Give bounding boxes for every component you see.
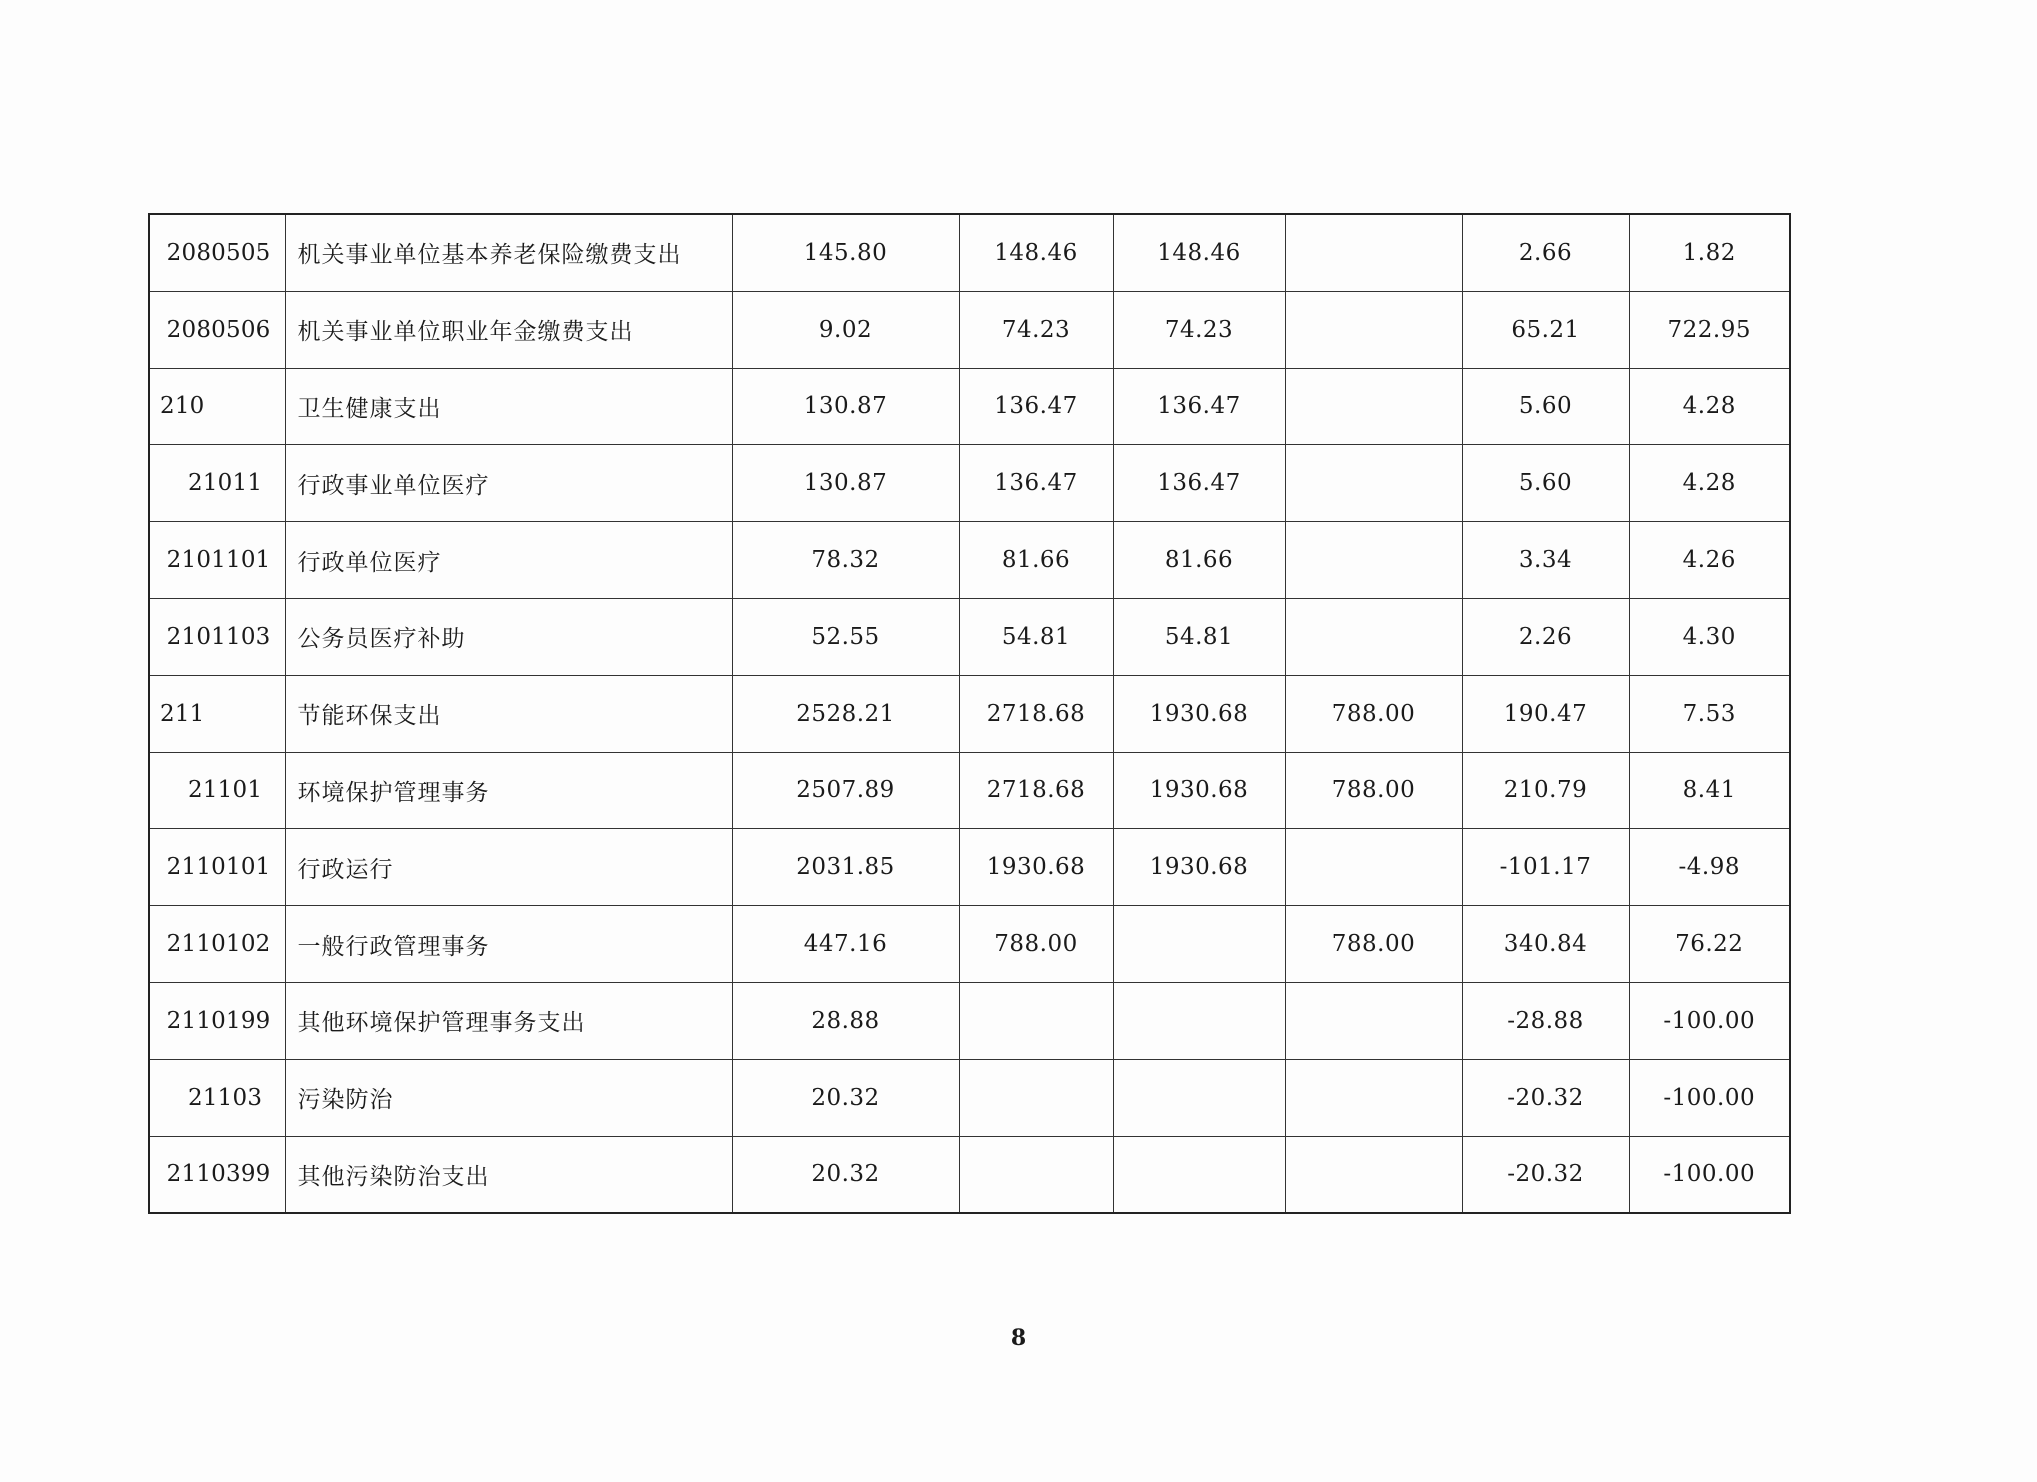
- row-code: 21101: [149, 752, 285, 829]
- row-value-5: 190.47: [1462, 675, 1629, 752]
- row-value-1: 2507.89: [732, 752, 959, 829]
- row-value-5: 5.60: [1462, 445, 1629, 522]
- row-name: 节能环保支出: [285, 675, 732, 752]
- row-value-1: 20.32: [732, 1136, 959, 1213]
- row-value-2: 81.66: [959, 522, 1113, 599]
- row-value-2: [959, 1059, 1113, 1136]
- row-value-1: 52.55: [732, 598, 959, 675]
- row-value-4: [1285, 368, 1462, 445]
- row-value-2: [959, 982, 1113, 1059]
- row-value-3: [1113, 906, 1285, 983]
- row-value-4: [1285, 291, 1462, 368]
- row-value-2: [959, 1136, 1113, 1213]
- row-value-3: 136.47: [1113, 445, 1285, 522]
- row-name: 机关事业单位基本养老保险缴费支出: [285, 214, 732, 291]
- row-value-2: 2718.68: [959, 675, 1113, 752]
- row-value-6: -100.00: [1629, 982, 1790, 1059]
- row-name: 行政事业单位医疗: [285, 445, 732, 522]
- row-value-4: 788.00: [1285, 906, 1462, 983]
- row-value-6: 4.28: [1629, 445, 1790, 522]
- row-value-2: 136.47: [959, 368, 1113, 445]
- row-code: 2101103: [149, 598, 285, 675]
- row-code: 2110101: [149, 829, 285, 906]
- row-code: 2110199: [149, 982, 285, 1059]
- row-value-5: -20.32: [1462, 1136, 1629, 1213]
- table-row: [149, 214, 1790, 291]
- row-value-1: 130.87: [732, 445, 959, 522]
- row-name: 环境保护管理事务: [285, 752, 732, 829]
- row-code: 21103: [149, 1059, 285, 1136]
- row-value-6: 4.26: [1629, 522, 1790, 599]
- row-value-4: [1285, 982, 1462, 1059]
- row-value-4: [1285, 829, 1462, 906]
- row-name: 行政运行: [285, 829, 732, 906]
- row-value-5: -20.32: [1462, 1059, 1629, 1136]
- row-value-2: 148.46: [959, 214, 1113, 291]
- table-row: [149, 522, 1790, 599]
- row-value-3: [1113, 1059, 1285, 1136]
- row-value-6: 8.41: [1629, 752, 1790, 829]
- row-value-4: [1285, 214, 1462, 291]
- row-value-6: -4.98: [1629, 829, 1790, 906]
- row-name: 公务员医疗补助: [285, 598, 732, 675]
- table-row: [149, 1136, 1790, 1213]
- row-value-1: 20.32: [732, 1059, 959, 1136]
- table-row: [149, 598, 1790, 675]
- row-value-1: 447.16: [732, 906, 959, 983]
- row-code: 2110399: [149, 1136, 285, 1213]
- row-value-3: 54.81: [1113, 598, 1285, 675]
- row-value-4: [1285, 1136, 1462, 1213]
- table-row: [149, 291, 1790, 368]
- row-value-6: 1.82: [1629, 214, 1790, 291]
- row-value-2: 54.81: [959, 598, 1113, 675]
- row-value-4: 788.00: [1285, 752, 1462, 829]
- table-row: [149, 752, 1790, 829]
- row-value-4: 788.00: [1285, 675, 1462, 752]
- row-code: 2110102: [149, 906, 285, 983]
- row-name: 其他环境保护管理事务支出: [285, 982, 732, 1059]
- row-value-3: 74.23: [1113, 291, 1285, 368]
- row-value-6: 7.53: [1629, 675, 1790, 752]
- row-code: 21011: [149, 445, 285, 522]
- row-name: 行政单位医疗: [285, 522, 732, 599]
- row-value-5: 3.34: [1462, 522, 1629, 599]
- row-value-1: 130.87: [732, 368, 959, 445]
- row-value-4: [1285, 598, 1462, 675]
- table-row: [149, 982, 1790, 1059]
- row-name: 机关事业单位职业年金缴费支出: [285, 291, 732, 368]
- row-value-5: -101.17: [1462, 829, 1629, 906]
- row-value-5: 2.66: [1462, 214, 1629, 291]
- row-value-3: 148.46: [1113, 214, 1285, 291]
- page-number: 8: [1010, 1325, 1027, 1351]
- row-value-2: 2718.68: [959, 752, 1113, 829]
- row-value-2: 136.47: [959, 445, 1113, 522]
- row-value-4: [1285, 522, 1462, 599]
- row-name: 污染防治: [285, 1059, 732, 1136]
- row-value-6: 4.30: [1629, 598, 1790, 675]
- table-row: [149, 1059, 1790, 1136]
- table-row: [149, 829, 1790, 906]
- table-row: [149, 675, 1790, 752]
- row-code: 211: [149, 675, 285, 752]
- table-row: [149, 906, 1790, 983]
- row-value-1: 78.32: [732, 522, 959, 599]
- table-body: [149, 214, 1790, 1213]
- row-value-3: 81.66: [1113, 522, 1285, 599]
- expenditure-table: [148, 213, 1791, 1214]
- row-value-6: -100.00: [1629, 1136, 1790, 1213]
- row-value-3: [1113, 982, 1285, 1059]
- row-value-5: 210.79: [1462, 752, 1629, 829]
- row-value-5: 65.21: [1462, 291, 1629, 368]
- row-value-1: 28.88: [732, 982, 959, 1059]
- row-value-1: 2528.21: [732, 675, 959, 752]
- row-name: 一般行政管理事务: [285, 906, 732, 983]
- row-value-6: 722.95: [1629, 291, 1790, 368]
- row-code: 2080506: [149, 291, 285, 368]
- row-code: 2080505: [149, 214, 285, 291]
- row-value-3: 1930.68: [1113, 752, 1285, 829]
- row-name: 卫生健康支出: [285, 368, 732, 445]
- row-value-5: 5.60: [1462, 368, 1629, 445]
- row-value-2: 1930.68: [959, 829, 1113, 906]
- row-code: 210: [149, 368, 285, 445]
- row-value-2: 788.00: [959, 906, 1113, 983]
- row-value-6: -100.00: [1629, 1059, 1790, 1136]
- row-value-3: [1113, 1136, 1285, 1213]
- table-row: [149, 368, 1790, 445]
- row-value-5: 2.26: [1462, 598, 1629, 675]
- row-value-1: 9.02: [732, 291, 959, 368]
- row-code: 2101101: [149, 522, 285, 599]
- row-value-3: 1930.68: [1113, 829, 1285, 906]
- row-value-5: 340.84: [1462, 906, 1629, 983]
- row-name: 其他污染防治支出: [285, 1136, 732, 1213]
- row-value-6: 4.28: [1629, 368, 1790, 445]
- table-row: [149, 445, 1790, 522]
- row-value-1: 145.80: [732, 214, 959, 291]
- row-value-6: 76.22: [1629, 906, 1790, 983]
- row-value-3: 136.47: [1113, 368, 1285, 445]
- row-value-3: 1930.68: [1113, 675, 1285, 752]
- row-value-2: 74.23: [959, 291, 1113, 368]
- row-value-1: 2031.85: [732, 829, 959, 906]
- row-value-5: -28.88: [1462, 982, 1629, 1059]
- row-value-4: [1285, 1059, 1462, 1136]
- row-value-4: [1285, 445, 1462, 522]
